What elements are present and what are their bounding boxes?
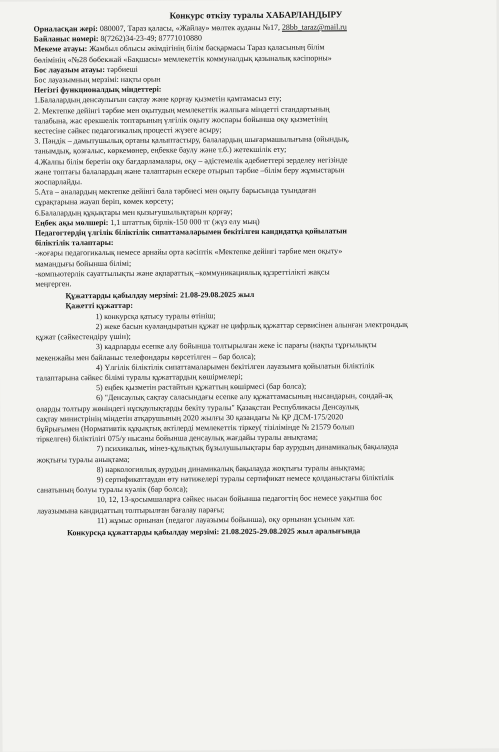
final-deadline-line: Конкурсқа құжаттарды қабылдау мерзімі: 21.08.2025-29.08.2025 жыл аралығында — [67, 526, 361, 538]
salary-label: Еңбек ақы мөлшері: — [34, 217, 109, 228]
doc-line: санатының болуы туралы куәлік (бар болса); — [36, 484, 188, 495]
phone-value: 8(7262)34-23-49; 87771010880 — [98, 33, 202, 44]
doc-line: 10, 12, 13-қосымшаларға сәйкес нысан бойынша педагогтің бос немесе уақытша бос — [96, 493, 383, 505]
doc-line: 8) наркологиялық аурудың динамикалық бақылауда жоқтығы туралы анықтама; — [96, 462, 366, 474]
doc-line: 1) конкурсқа қатысу туралы өтініш; — [95, 310, 216, 321]
duty-line: 5.Ата – аналардың мектепке дейінгі бала тәрбиесі мен оқыту барысында туындаған — [34, 185, 317, 197]
doc-line: жоқтығы туралы анықтама; — [36, 454, 130, 465]
requirements-heading: Педагогтердің үлгілік біліктілік сипаттамаларымен бекітілген кандидатқа қойылатын — [34, 226, 347, 238]
duty-line: 6.Балалардың құқықтары мен қызығушылықтарын қорғау; — [34, 206, 233, 218]
doc-line: 5) еңбек қызметін растайтын құжаттың көшірмесі (бар болса); — [96, 381, 307, 393]
doc-line: 4) Үлгілік біліктілік сипаттамаларымен бекітілген лауазымға қойылатын біліктілік — [95, 360, 375, 372]
address-label: Орналасқан жері: — [33, 24, 98, 34]
requirements-heading-2: біліктілік талаптары: — [35, 238, 114, 248]
page-title: Конкурс өткізу туралы ХАБАРЛАНДЫРУ — [169, 9, 343, 21]
duty-line: 4.Жалпы білім беретін оқу бағдарламалары, оқу – әдістемелік әдебиеттері зерделеу негізінде — [34, 154, 348, 167]
duty-line: сұрақтарына жауап беріп, көмек көрсету; — [34, 196, 174, 207]
org-label: Мекеме атауы: — [33, 44, 88, 54]
doc-line: сақтау министрінің міндетін атқарушының 2020 жылғы 30 қазандағы № ҚР ДСМ-175/2020 — [36, 412, 344, 424]
doc-line: тіркелген) біліктілігі 075/у нысаны бойынша денсаулық жағдайы туралы анықтама; — [36, 432, 318, 444]
duty-line: және топтағы балалардың және талаптарын ескере отырып тәрбие –білім беру жұмыстарын — [34, 165, 345, 177]
doc-line: 11) жұмыс орнынан (педагог лауазымы бойынша), оқу орнынан ұсыным хат. — [96, 514, 355, 525]
doc-line: бұйрығымен (Нормативтік құқықтық актілерді мемлекеттік тіркеу( тізілімінде № 21579 болып — [36, 422, 355, 434]
position-label: Бос лауазым атауы: — [33, 64, 105, 75]
requirement-line: -жоғары педагогикалық немесе арнайы орта кәсіптік «Мектепке дейінгі тәрбие мен оқыту» — [35, 246, 343, 258]
doc-line: 3) кадрларды есепке алу бойынша толтырылған жеке іс парағы (нақты тұрғылықты — [95, 340, 377, 352]
address-value: 080007, Тараз қаласы, «Жайлау» мөлтек ауданы №17, — [97, 22, 282, 34]
email-link[interactable]: 28bb_taraz@mail.ru — [281, 22, 347, 32]
salary-value: 1,1 штаттық бірлік-150 000 тг (жүз елу мың) — [108, 216, 260, 227]
duties-list — [34, 93, 480, 219]
doc-line: 2) жеке басын куәландыратын құжат не цифрлық құжаттар сервисінен алынған электрондық — [95, 319, 408, 331]
duty-line: кестесіне сәйкес педагогикалық процесті жүзеге асыру; — [34, 125, 222, 136]
doc-line: құжат (сәйкестендіру үшін); — [35, 331, 131, 342]
position-value: тәрбиеші — [104, 64, 138, 74]
doc-line: оларды толтыру жөніндегі нұсқаулықтарды бекіту туралы" Қазақстан Республикасы Денсаулық — [36, 401, 359, 414]
doc-line: талаптарына сәйкес білімі туралы құжаттардың көшірмелері; — [35, 371, 243, 383]
docs-list — [36, 309, 482, 526]
deadline-line: Құжаттарды қабылдау мерзімі: 21.08-29.08.2025 жыл — [65, 290, 255, 301]
doc-line: 7) психикалық, мінез-құлықтық бұзылушылықтары бар аурудың динамикалық бақылауда — [96, 442, 399, 454]
doc-line: лауазымына кандидаттың толтырылған бағалау парағы; — [36, 504, 225, 516]
org-value: Жамбыл облысы әкімдігінің білім басқармасы Тараз қаласының білім — [87, 42, 325, 54]
requirement-line: меңгерген. — [35, 279, 72, 289]
doc-line: мекенжайы мен байланыс телефондары көрсетілген – бар болса); — [35, 351, 256, 362]
duty-line: танымдық, қозғалыс, көркемөнер, еңбекке баулу және т.б.) жетекшілік ету; — [34, 145, 287, 156]
duty-line: жоспарлайды. — [34, 177, 83, 187]
term-line: Бос лауазымның мерзімі: нақты орын — [33, 74, 161, 85]
duties-heading: Негізгі функционалдық міндеттері: — [33, 84, 162, 95]
duty-line: талабына, жас ерекшелік топтарының үлгілік оқыту жоспары бойынша оқу қызметінің — [34, 114, 328, 126]
duty-line: 1.Балалардың денсаулығын сақтау және қорғау қызметін қамтамасыз ету; — [34, 94, 282, 105]
org-line-2: бөлімінің «№28 бөбекжай «Бақшасы» мемлекеттік коммуналдық қазыналық кәсіпорны» — [33, 53, 332, 65]
docs-heading: Қажетті құжаттар: — [65, 301, 134, 311]
requirement-line: мамандығы бойынша білімі; — [35, 258, 132, 269]
duty-line: 2. Мектепке дейінгі тәрбие мен оқытудың мемлекеттік жалпыға міндетті стандартының — [34, 104, 330, 116]
doc-line: 9) сертификаттаудан өту нәтижелері туралы сертификат немесе қолданыстағы біліктілік — [96, 472, 394, 485]
phone-label: Байланыс нөмері: — [33, 34, 99, 44]
doc-line: 6) "Денсаулық сақтау саласындағы есепке алу құжаттамасының нысандарын, сондай-ақ — [96, 391, 393, 403]
requirement-line: -компьютерлік сауаттылықты және ақпараттық –коммуникациялық құзреттілікті жақсы — [35, 267, 330, 279]
duty-line: 3. Пәндік – дамытушылық ортаны қалыптастыру, балалардың шығармашылығына (ойындық, — [34, 134, 350, 146]
